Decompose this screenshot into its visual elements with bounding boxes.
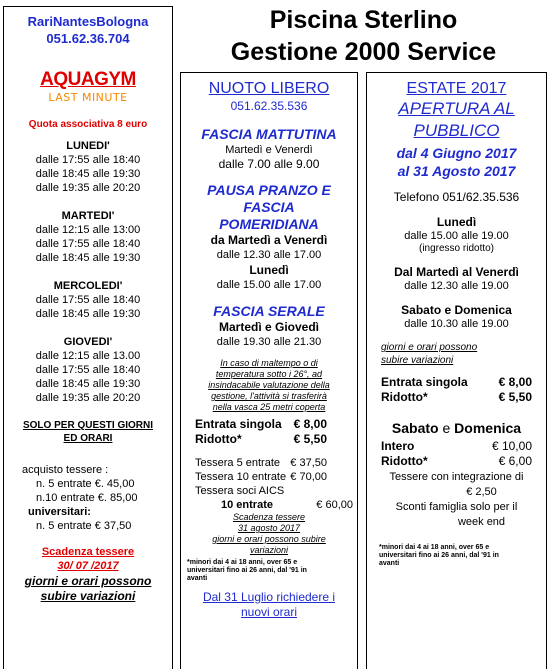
last-minute-label: LAST MINUTE xyxy=(48,91,128,104)
aics-entrate: 10 entrate xyxy=(221,499,273,511)
fascia-days: Lunedì xyxy=(249,263,289,277)
tessera-price: € 70,00 xyxy=(290,471,327,483)
price-entrata xyxy=(195,417,327,432)
scadenza-tessere xyxy=(4,545,172,573)
fascia-title: PAUSA PRANZO E xyxy=(207,182,331,198)
aics-label: Tessera soci AICS xyxy=(195,485,285,497)
al-date: al 31 Agosto 2017 xyxy=(397,163,516,179)
dal-date: dal 4 Giugno 2017 xyxy=(396,145,517,161)
day-name: MARTEDI' xyxy=(61,210,115,222)
orari-time: dalle 15.00 alle 19.00 xyxy=(404,230,509,242)
day-name: MERCOLEDI' xyxy=(53,280,123,292)
day-block-giovedi xyxy=(4,335,172,405)
solo-line: ED ORARI xyxy=(63,433,113,444)
price-label: Ridotto* xyxy=(195,432,242,446)
scadenza-nuoto xyxy=(181,512,357,556)
day-time: dalle 19:35 alle 20:20 xyxy=(35,182,141,194)
integrazione-note xyxy=(367,470,546,530)
minori-line: universitari fino ai 26 anni, dal '91 in xyxy=(187,567,307,574)
minori-line: *minori dai 4 ai 18 anni, over 65 e xyxy=(379,544,490,551)
day-time: dalle 17:55 alle 18:40 xyxy=(35,238,141,250)
estate-column xyxy=(366,72,547,669)
variazioni-line: variazioni xyxy=(249,545,289,555)
orari-lunedi xyxy=(367,215,546,255)
nuoto-libero-header xyxy=(181,79,357,114)
title-line-2: Gestione 2000 Service xyxy=(230,38,497,66)
estate-title: ESTATE 2017 xyxy=(406,80,507,97)
price-value: € 5,50 xyxy=(293,432,327,446)
aquagym-title: AQUAGYM xyxy=(40,69,136,90)
org-phone: 051.62.36.704 xyxy=(46,31,130,46)
fascia-time: dalle 15.00 alle 17.00 xyxy=(216,279,322,291)
tessera-5: n. 5 entrate €. 45,00 xyxy=(36,478,135,490)
tessera-10-row xyxy=(195,470,327,484)
aquagym-schedule xyxy=(4,139,172,405)
day-time: dalle 18:45 alle 19:30 xyxy=(35,308,141,320)
nuoto-libero-phone: 051.62.35.536 xyxy=(230,99,308,113)
fascia-serale xyxy=(181,303,357,350)
orari-day: Sabato e Domenica xyxy=(401,303,512,317)
nuoto-libero-title: NUOTO LIBERO xyxy=(208,80,330,97)
fascia-title: POMERIDIANA xyxy=(219,216,319,232)
orari-time: dalle 10.30 alle 19.00 xyxy=(404,318,509,330)
orari-martedi-venerdi xyxy=(367,265,546,293)
quota-note: Quota associativa 8 euro xyxy=(28,119,148,130)
tessere-prices xyxy=(4,463,172,533)
orari-sabato-domenica xyxy=(367,303,546,331)
acquisto-label: acquisto tessere : xyxy=(22,464,109,476)
price-label: Ridotto* xyxy=(381,390,428,404)
note-line: gestione, l'attività si trasferirà xyxy=(211,391,327,401)
day-time: dalle 17:55 alle 18:40 xyxy=(35,154,141,166)
variazioni-line: giorni e orari possono xyxy=(24,574,152,588)
luglio-note xyxy=(181,590,357,620)
scadenza-line: Scadenza tessere xyxy=(232,512,306,522)
fascia-days: da Martedì a Venerdì xyxy=(210,233,328,247)
integrazione-line: Tessere con integrazione di xyxy=(389,471,524,483)
variazioni-line: subire variazioni xyxy=(381,355,454,366)
variazioni-line: giorni e orari possono subire xyxy=(212,534,326,544)
solo-note xyxy=(4,419,172,445)
estate-prices xyxy=(367,375,546,405)
price-ridotto xyxy=(195,432,327,447)
tessera-universitari: n. 5 entrate € 37,50 xyxy=(36,520,132,532)
tessera-price: € 37,50 xyxy=(290,457,327,469)
title-line-1: Piscina Sterlino xyxy=(269,6,458,34)
tessera-5-row xyxy=(195,456,327,470)
tessera-10: n.10 entrate €. 85,00 xyxy=(36,492,138,504)
day-time: dalle 17:55 alle 18:40 xyxy=(35,364,141,376)
day-time: dalle 19:35 alle 20:20 xyxy=(35,392,141,404)
day-time: dalle 18:45 alle 19:30 xyxy=(35,168,141,180)
variazioni-estate xyxy=(367,341,546,367)
fascia-title: FASCIA SERALE xyxy=(213,303,325,319)
scadenza-line: Scadenza tessere xyxy=(41,546,135,558)
fascia-title: FASCIA xyxy=(243,199,295,215)
aquagym-logo xyxy=(4,69,172,105)
weekend-title xyxy=(367,419,546,437)
day-time: dalle 12:15 alle 13.00 xyxy=(35,350,141,362)
tessera-label: Tessera 5 entrate xyxy=(195,457,280,469)
price-label: Entrata singola xyxy=(381,375,468,389)
note-line: temperatura sotto i 26°, ad xyxy=(215,369,323,379)
estate-header xyxy=(367,79,546,180)
luglio-line: nuovi orari xyxy=(240,605,298,619)
price-value: € 10,00 xyxy=(491,439,532,453)
day-name: GIOVEDI' xyxy=(63,336,113,348)
orari-day: Lunedì xyxy=(436,215,477,229)
fascia-mattutina xyxy=(181,126,357,172)
rari-nantes-header xyxy=(4,13,172,47)
tessere-nuoto xyxy=(181,456,357,512)
fascia-time: dalle 7.00 alle 9.00 xyxy=(218,157,320,171)
price-value: € 5,50 xyxy=(498,390,532,404)
aics-row xyxy=(195,498,353,512)
fascia-pomeridiana xyxy=(181,182,357,293)
price-value: € 6,00 xyxy=(498,454,532,468)
orari-day: Dal Martedì al Venerdì xyxy=(394,265,519,279)
page-title xyxy=(180,4,547,68)
price-entrata xyxy=(381,375,532,390)
price-ridotto-weekend xyxy=(381,454,532,469)
fascia-title: FASCIA MATTUTINA xyxy=(201,126,337,142)
note-line: nella vasca 25 metri coperta xyxy=(212,402,326,412)
weekend-word: e xyxy=(442,420,451,436)
note-line: In caso di maltempo o di xyxy=(220,358,318,368)
price-intero xyxy=(381,439,532,454)
minori-line: avanti xyxy=(187,575,208,582)
price-label: Intero xyxy=(381,439,415,453)
maltempo-note xyxy=(181,358,357,413)
sconti-line: Sconti famiglia solo per il xyxy=(395,501,518,513)
price-value: € 8,00 xyxy=(498,375,532,389)
fascia-time: dalle 19.30 alle 21.30 xyxy=(216,336,322,348)
price-label: Entrata singola xyxy=(195,417,282,431)
fascia-days: Martedì e Giovedì xyxy=(218,320,320,334)
scadenza-line: 30/ 07 /2017 xyxy=(57,560,119,572)
note-line: insindacabile valutazione della xyxy=(208,380,330,390)
variazioni-note xyxy=(4,574,172,604)
solo-line: SOLO PER QUESTI GIORNI xyxy=(22,420,153,431)
day-time: dalle 18:45 alle 19:30 xyxy=(35,252,141,264)
day-time: dalle 12:15 alle 13:00 xyxy=(35,224,141,236)
day-name: LUNEDI' xyxy=(66,140,110,152)
minori-note xyxy=(367,544,546,568)
day-time: dalle 17:55 alle 18:40 xyxy=(35,294,141,306)
minori-line: universitari fino ai 26 anni, dal '91 in xyxy=(379,552,499,559)
minori-line: avanti xyxy=(379,560,400,567)
variazioni-line: giorni e orari possono xyxy=(381,342,478,353)
price-label: Ridotto* xyxy=(381,454,428,468)
day-block-lunedi xyxy=(4,139,172,195)
day-block-martedi xyxy=(4,209,172,265)
apertura-line: APERTURA AL xyxy=(398,99,515,118)
luglio-line: Dal 31 Luglio richiedere i xyxy=(202,590,336,604)
fascia-time: dalle 12.30 alle 17.00 xyxy=(216,249,322,261)
nuoto-prices xyxy=(181,417,357,447)
universitari-label: universitari: xyxy=(28,506,91,518)
aics-price: € 60,00 xyxy=(316,499,353,511)
apertura-line: PUBBLICO xyxy=(413,121,500,140)
minori-note xyxy=(181,559,357,583)
price-value: € 8,00 xyxy=(293,417,327,431)
weekend-prices xyxy=(367,439,546,469)
orari-time: dalle 12.30 alle 19.00 xyxy=(404,280,509,292)
variazioni-line: subire variazioni xyxy=(40,589,136,603)
telefono: Telefono 051/62.35.536 xyxy=(393,190,520,204)
day-time: dalle 18:45 alle 19:30 xyxy=(35,378,141,390)
integrazione-price: € 2,50 xyxy=(466,486,497,498)
weekend-word: Sabato xyxy=(391,420,439,436)
scadenza-line: 31 agosto 2017 xyxy=(237,523,301,533)
nuoto-libero-column xyxy=(180,72,358,669)
price-ridotto xyxy=(381,390,532,405)
orari-note: (ingresso ridotto) xyxy=(418,243,495,254)
sconti-line: week end xyxy=(457,516,506,528)
fascia-days: Martedì e Venerdì xyxy=(225,144,313,156)
weekend-word: Domenica xyxy=(454,420,522,436)
day-block-mercoledi xyxy=(4,279,172,321)
aquagym-column xyxy=(3,6,173,669)
minori-line: *minori dai 4 ai 18 anni, over 65 e xyxy=(187,559,298,566)
tessera-label: Tessera 10 entrate xyxy=(195,471,287,483)
org-name: RariNantesBologna xyxy=(27,14,149,29)
